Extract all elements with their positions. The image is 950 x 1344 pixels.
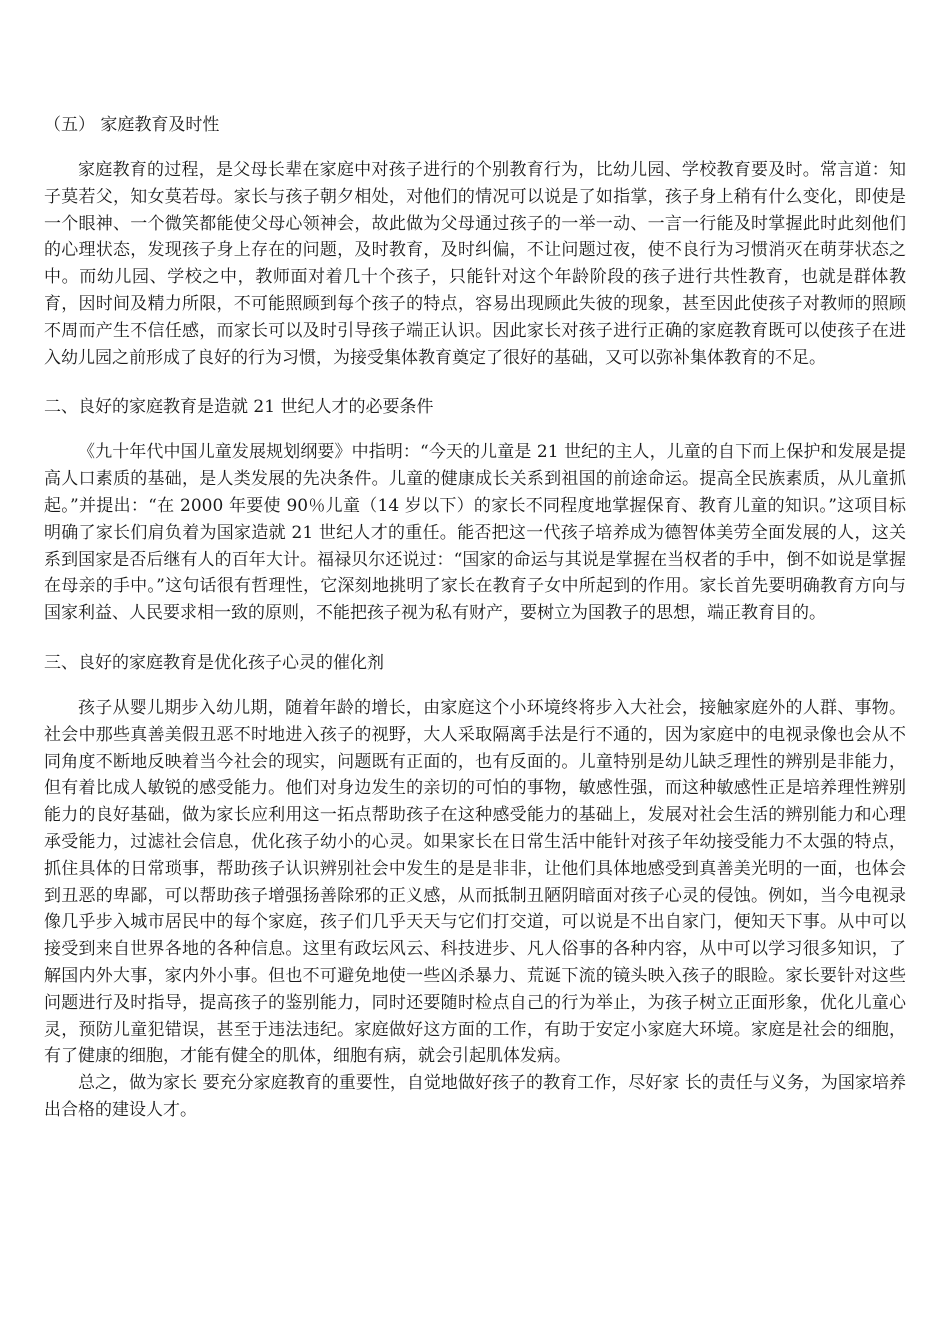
paragraph-conclusion: 总之，做为家长 要充分家庭教育的重要性，自觉地做好孩子的教育工作，尽好家 长的责任与义务，为国家培养出合格的建设人才。 [44,1073,906,1120]
section-heading-three: 三、良好的家庭教育是优化孩子心灵的催化剂 [44,652,384,673]
document-page [44,112,906,1124]
paragraph-catalyst: 孩子从婴儿期步入幼儿期，随着年龄的增长，由家庭这个小环境终将步入大社会，接触家庭外的人群、事物。社会中那些真善美假丑恶不时地进入孩子的视野，大人采取隔离手法是行不通的，因为家庭中的电视录像也会从不同角度不断地反映着当今社会的现实，问题既有正面的，也有反面的。儿童特别是幼儿缺乏理性的辨别是非能力，但有着比成人敏锐的感受能力。他们对身边发生的亲切的可怕的事物，敏感性强，而这种敏感性正是培养理性辨别能力的良好基础，做为家长应利用这一拓点帮助孩子在这种感受能力的基础上，发展对社会生活的辨别能力和心理承受能力，过滤社会信息，优化孩子幼小的心灵。如果家长在日常生活中能针对孩子年幼接受能力不太强的特点，抓住具体的日常琐事，帮助孩子认识辨别社会中发生的是是非非，让他们具体地感受到真善美光明的一面，也体会到丑恶的卑鄙，可以帮助孩子增强扬善除邪的正义感，从而抵制丑陋阴暗面对孩子心灵的侵蚀。例如，当今电视录像几乎步入城市居民中的每个家庭，孩子们几乎天天与它们打交道，可以说是不出自家门，便知天下事。从中可以接受到来自世界各地的各种信息。这里有政坛风云、科技进步、凡人俗事的各种内容，从中可以学习很多知识，了解国内外大事，家内外小事。但也不可避免地使一些凶杀暴力、荒诞下流的镜头映入孩子的眼睑。家长要针对这些问题进行及时指导，提高孩子的鉴别能力，同时还要随时检点自己的行为举止，为孩子树立正面形象，优化儿童心灵，预防儿童犯错误，甚至于违法违纪。家庭做好这方面的工作，有助于安定小家庭大环境。家庭是社会的细胞，有了健康的细胞，才能有健全的肌体，细胞有病，就会引起肌体发病。 [44,697,906,1067]
section-heading-two: 二、良好的家庭教育是造就 21 世纪人才的必要条件 [44,397,434,418]
paragraph-timeliness: 家庭教育的过程，是父母长辈在家庭中对孩子进行的个别教育行为，比幼儿园、学校教育要及时。常言道：知子莫若父，知女莫若母。家长与孩子朝夕相处，对他们的情况可以说是了如指掌，孩子身上稍有什么变化，即使是一个眼神、一个微笑都能使父母心领神会，故此做为父母通过孩子的一举一动、一言一行能及时掌握此时此刻他们的心理状态，发现孩子身上存在的问题，及时教育，及时纠偏，不让问题过夜，使不良行为习惯消灭在萌芽状态之中。而幼儿园、学校之中，教师面对着几十个孩子，只能针对这个年龄阶段的孩子进行共性教育，也就是群体教育，因时间及精力所限，不可能照顾到每个孩子的特点，容易出现顾此失彼的现象，甚至因此使孩子对教师的照顾不周而产生不信任感，而家长可以及时引导孩子端正认识。因此家长对孩子进行正确的家庭教育既可以使孩子在进入幼儿园之前形成了良好的行为习惯，为接受集体教育奠定了很好的基础，又可以弥补集体教育的不足。 [44,160,906,368]
paragraph-21st-century: 《九十年代中国儿童发展规划纲要》中指明：“今天的儿童是 21 世纪的主人，儿童的自下而上保护和发展是提高人口素质的基础，是人类发展的先决条件。儿童的健康成长关系到祖国的前途命运。提高全民族素质，从儿童抓起。”并提出：“在 2000 年要使 90％儿童（14 岁以下）的家长不同程度地掌握保育、教育儿童的知识。”这项目标明确了家长们肩负着为国家造就 21 世纪人才的重任。能否把这一代孩子培养成为德智体美劳全面发展的人，这关系到国家是否后继有人的百年大计。福禄贝尔还说过：“国家的命运与其说是掌握在当权者的手中，倒不如说是掌握在母亲的手中。”这句话很有哲理性，它深刻地挑明了家长在教育子女中所起到的作用。家长首先要明确教育方向与国家利益、人民要求相一致的原则，不能把孩子视为私有财产，要树立为国教子的思想，端正教育目的。 [44,442,906,624]
section-heading-five: （五） 家庭教育及时性 [44,115,220,135]
